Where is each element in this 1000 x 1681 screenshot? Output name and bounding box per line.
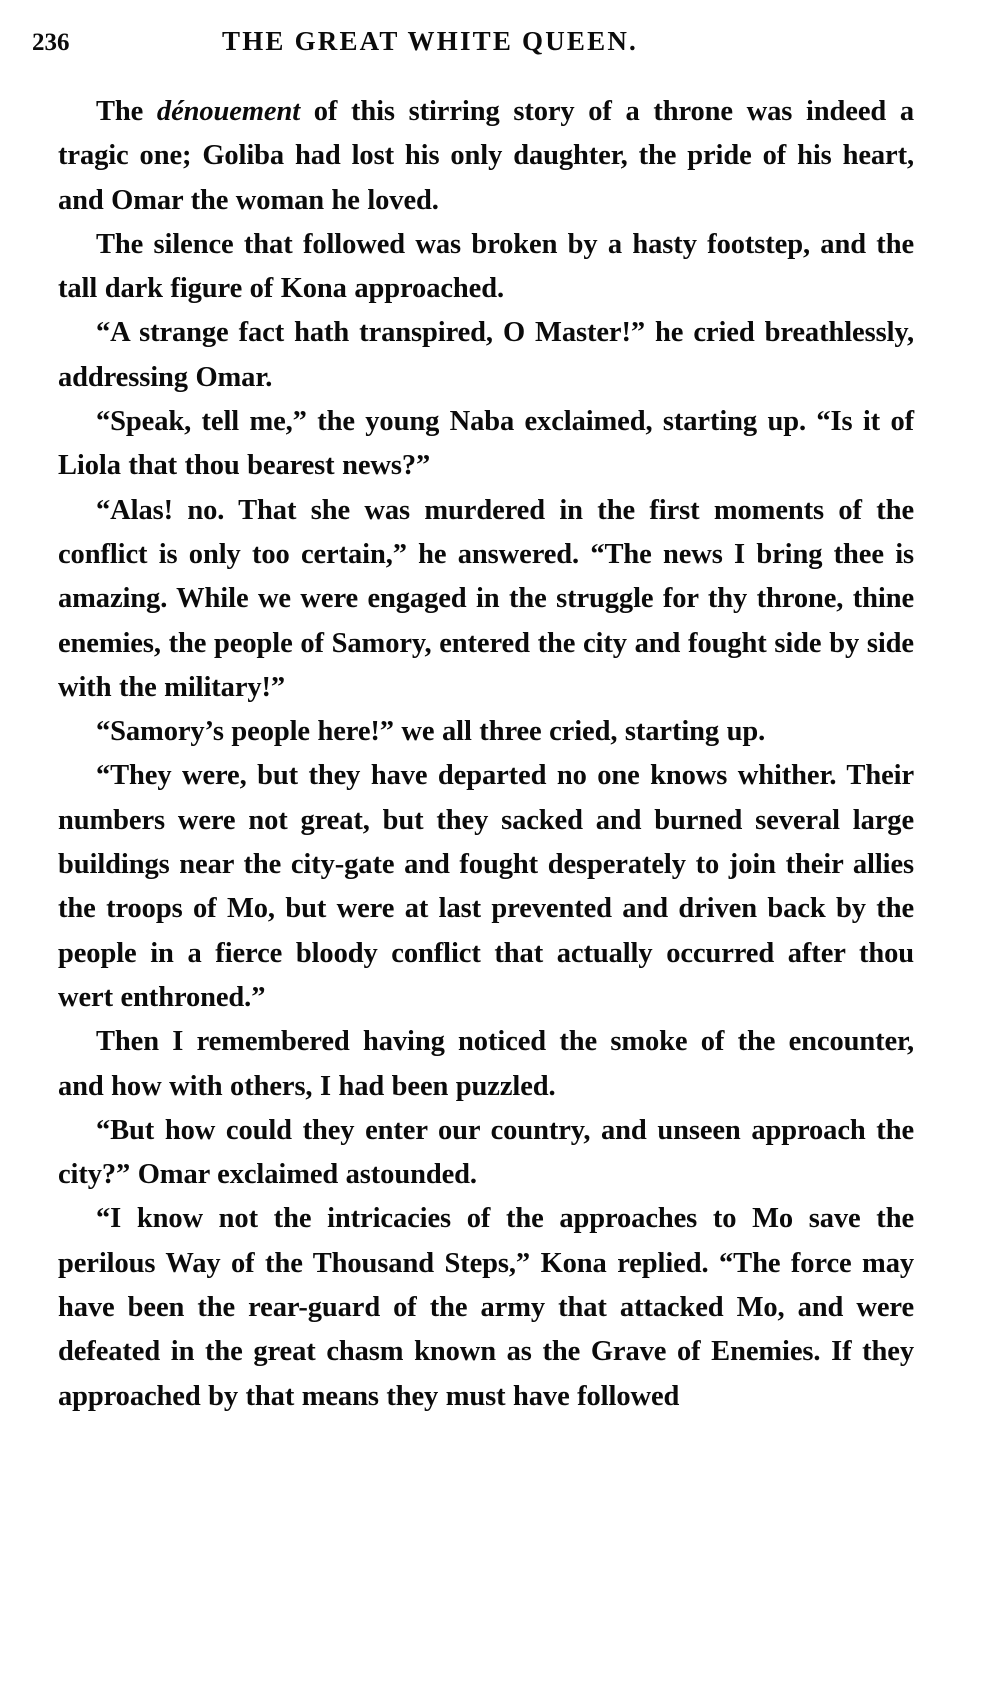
paragraph: “I know not the intricacies of the approaches to Mo save the perilous Way of the Thousand Steps,” Kona replied. “The force may have been the rear-guard of the army that attacked Mo, and were defeated in the great chasm known as the Grave of Enemies. If they approached by that means they must have followed	[58, 1203, 914, 1412]
running-head: THE GREAT WHITE QUEEN.	[222, 26, 638, 56]
page-body	[30, 90, 942, 1419]
paragraph-lead: The	[96, 96, 157, 127]
page-number: 236	[32, 29, 70, 56]
paragraph: “Speak, tell me,” the young Naba exclaimed, starting up. “Is it of Liola that thou bearest news?”	[58, 406, 914, 482]
paragraph-rest: of this stirring story of a throne was indeed a tragic one; Goliba had lost his only daughter, the pride of his heart, and Omar the woman he loved.	[58, 96, 915, 216]
paragraph: “A strange fact hath transpired, O Master!” he cried breathlessly, addressing Omar.	[58, 317, 914, 393]
paragraph: “But how could they enter our country, and unseen approach the city?” Omar exclaimed astounded.	[58, 1114, 914, 1191]
page-header	[30, 26, 942, 72]
paragraph: The silence that followed was broken by a hasty footstep, and the tall dark figure of Kona approached.	[58, 228, 914, 305]
paragraph: Then I remembered having noticed the smoke of the encounter, and how with others, I had been puzzled.	[58, 1026, 914, 1102]
paragraph: “Samory’s people here!” we all three cried, starting up.	[96, 716, 766, 748]
paragraph: “They were, but they have departed no one knows whither. Their numbers were not great, but they sacked and burned several large buildings near the city-gate and fought desperately to join their allies the troops of Mo, but were at last prevented and driven back by the people in a fierce bloody conflict that actually occurred after thou wert enthroned.”	[58, 760, 914, 1013]
paragraph: “Alas! no. That she was murdered in the first moments of the conflict is only too certain,” he answered. “The news I bring thee is amazing. While we were engaged in the struggle for thy throne, thine enemies, the people of Samory, entered the city and fought side by side with the military!”	[58, 494, 914, 703]
paragraph	[58, 90, 914, 223]
italic-word: dénouement	[156, 96, 301, 127]
